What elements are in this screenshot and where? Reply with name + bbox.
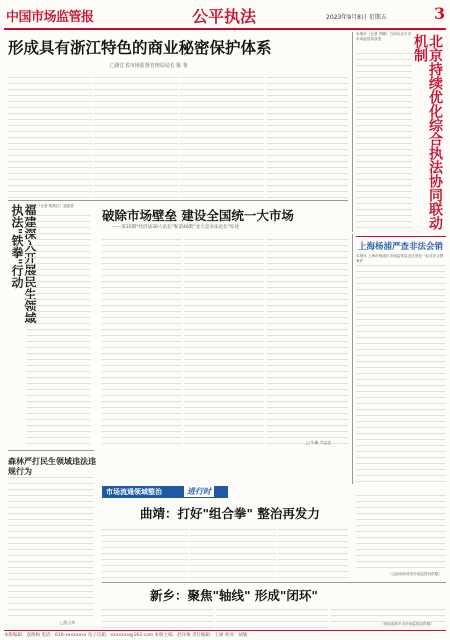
feature-col-3 [266,234,348,446]
text-line [102,444,182,446]
feature-headline: 破除市场壁垒 建设全国统一大市场 [102,208,294,223]
column-banner-tag: 进行时 [184,486,214,497]
qujing-col-2 [190,524,276,580]
main-headline: 形成具有浙江特色的商业秘密保护体系 [8,38,272,57]
fujian-headline: 福建深入开展民生领域执法"铁拳"行动 [10,204,37,324]
story-rule [356,236,446,237]
shanghai-lead: 本报讯 上海市杨浦区市场监管局近日查处一起非法会销案件 [356,254,444,263]
qujing-col-3 [278,524,348,580]
senlin-author: □钱卫华 [60,620,75,625]
senlin-article [8,472,94,620]
main-article-col-2 [94,72,178,198]
fujian-lead: 本报讯（记者 陈燕红）福建省 [26,204,74,208]
column-banner-label: 市场流通领域整治 [106,488,162,496]
xinxiang-headline: 新乡：聚焦"轴线" 形成"闭环" [150,588,318,603]
qujing-col-1 [102,524,188,580]
xinxiang-col-1 [102,604,214,628]
text-line [8,616,94,620]
feature-col-1 [102,234,182,446]
xinxiang-note: （河南省新乡市市场监管局供稿） [380,622,434,626]
qujing-note: （云南省曲靖市市场监管局供稿） [388,572,442,576]
senlin-headline: 森林严打民生领域违法违规行为 [8,456,96,476]
beijing-headline: 北京持续优化综合执法协同联动机制 [412,34,443,230]
feature-subtitle: ——第35期"经济法30人论坛"和第46期"北大竞争法论坛"综述 [112,225,240,230]
qujing-headline: 曲靖：打好"组合拳" 整治再发力 [140,506,320,521]
page-number: 3 [434,4,446,23]
beijing-lead: 本报讯（记者 李腾）日前从北京市市场监管局获悉 [356,32,412,41]
column-divider [352,32,353,232]
main-article-col-3 [180,72,264,198]
masthead [4,2,446,30]
main-article-col-1 [8,72,92,198]
column-banner [102,486,228,498]
text-line [102,578,188,580]
text-line [356,568,446,570]
text-line [190,578,276,580]
text-line [26,444,90,446]
qujing-col-4 [356,490,446,570]
main-byline: □浙江省市场监督管理局局长 陈 鲁 [110,63,188,69]
shanghai-headline: 上海杨浦严查非法会销 [358,242,444,252]
fujian-article [26,210,90,446]
paper-name: 中国市场监管报 [6,10,94,25]
xinxiang-col-2 [216,604,328,628]
divider [8,450,94,451]
divider [102,582,446,583]
beijing-article [356,48,412,232]
xinxiang-col-3 [330,604,446,622]
shanghai-article [356,260,446,484]
text-line [184,444,264,446]
text-line [356,228,412,232]
text-line [356,482,446,484]
main-article-col-4 [266,72,348,198]
column-divider [352,234,353,484]
feature-author: □ 牛犇 尹志忠 [306,440,331,445]
text-line [216,622,328,628]
page-footer: 本版编辑：袁晓梅 电话：010-xxxxxxxx 电子信箱：xxxxxxx@163.com 本版主编：赵洋梅 责任编辑：王丽 校对：胡敏 [4,630,446,638]
text-line [278,578,348,580]
section-title: 公平执法 [192,7,257,26]
feature-col-2 [184,234,264,446]
text-line [102,622,214,628]
divider [8,200,348,201]
issue-date: 2023年9月8日 星期五 [326,14,387,21]
